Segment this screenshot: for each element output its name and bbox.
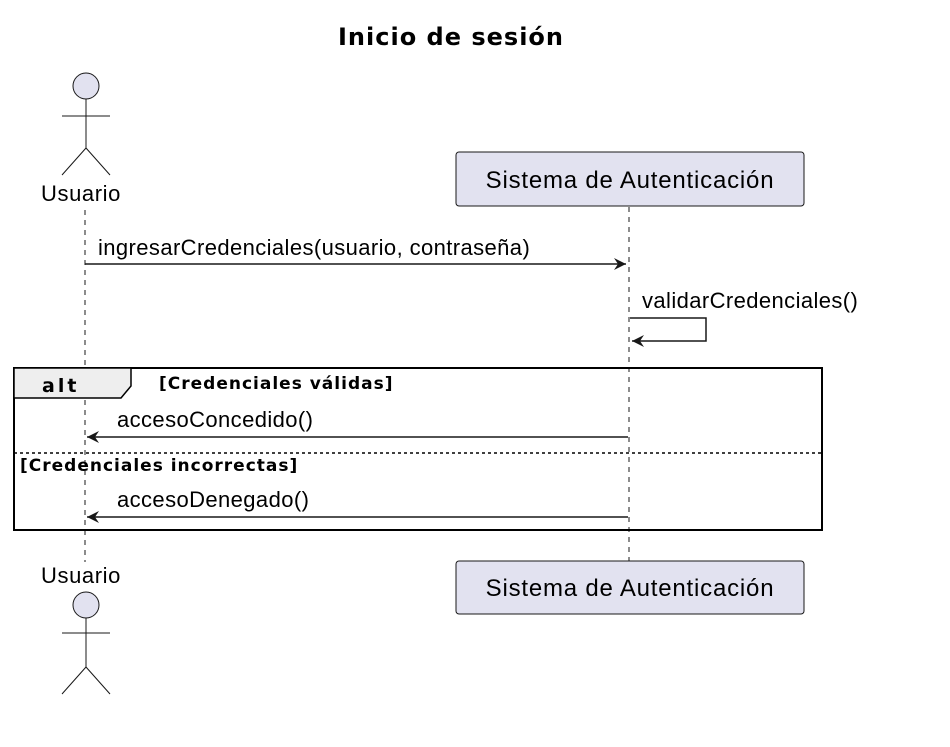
- user-label-bottom: Usuario: [40, 563, 122, 588]
- message-label: accesoDenegado(): [117, 487, 310, 512]
- alt-guard-invalid: [Credenciales incorrectas]: [20, 456, 299, 476]
- user-actor-top: [41, 73, 121, 206]
- message-acceso-concedido: [87, 407, 628, 437]
- actor-head-icon: [73, 592, 99, 618]
- message-label: validarCredenciales(): [642, 288, 859, 313]
- user-actor-bottom: [41, 563, 121, 694]
- system-participant-bottom: [456, 561, 804, 614]
- message-ingresar-credenciales: [85, 235, 626, 264]
- system-participant-top: [456, 152, 804, 206]
- system-label-bottom: Sistema de Autenticación: [485, 575, 775, 602]
- message-acceso-denegado: [87, 487, 628, 517]
- actor-head-icon: [73, 73, 99, 99]
- alt-keyword: alt: [42, 375, 80, 397]
- diagram-title: Inicio de sesión: [338, 23, 564, 51]
- system-label-top: Sistema de Autenticación: [485, 167, 775, 194]
- alt-guard-valid: [Credenciales válidas]: [159, 374, 394, 394]
- message-label: ingresarCredenciales(usuario, contraseña): [98, 235, 531, 260]
- message-label: accesoConcedido(): [117, 407, 314, 432]
- user-label-top: Usuario: [40, 181, 122, 206]
- message-validar-credenciales: [630, 288, 858, 341]
